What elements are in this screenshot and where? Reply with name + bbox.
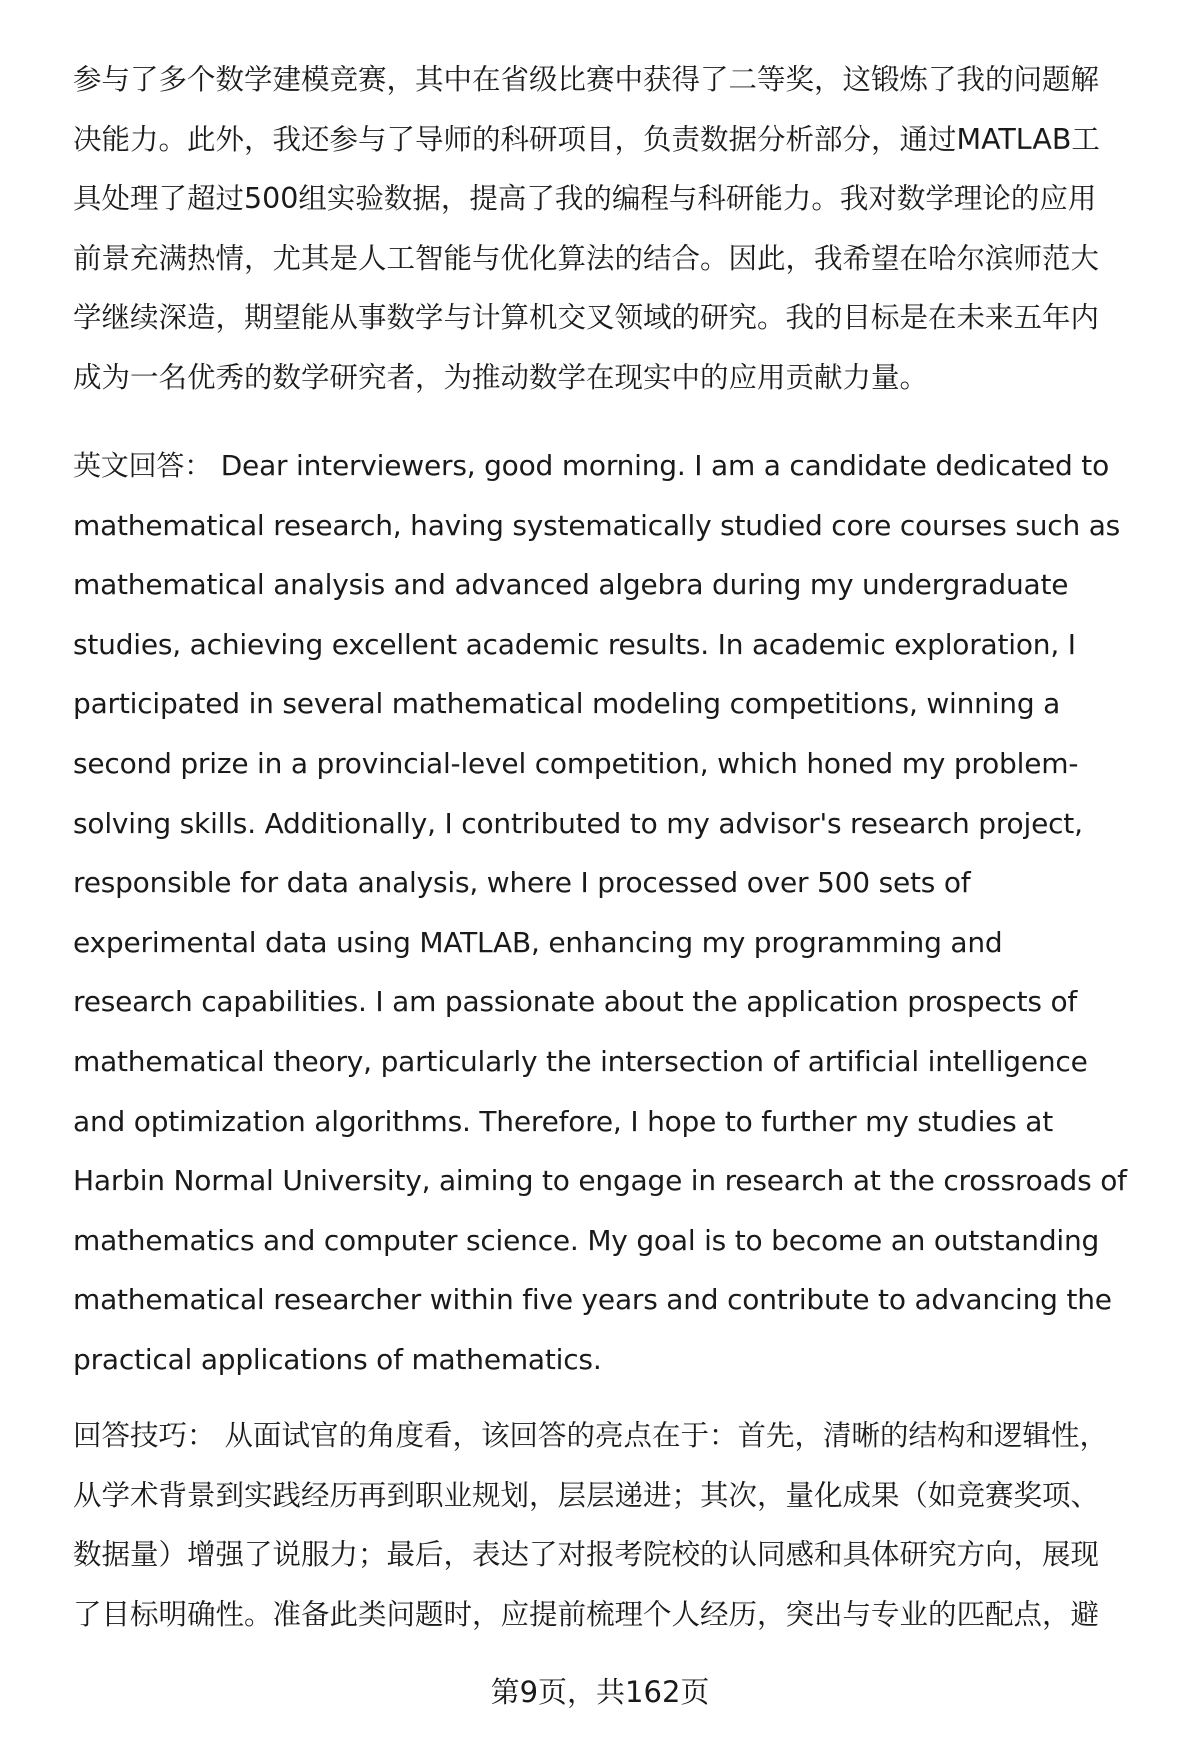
text-line: 决能力。此外，我还参与了导师的科研项目，负责数据分析部分，通过MATLAB工 [73,122,1100,156]
text-line: responsible for data analysis, where I processed over 500 sets of [73,866,971,900]
text-line: 英文回答： Dear interviewers, good morning. I am a candidate dedicated to [73,449,1110,482]
text-line: mathematics and computer science. My goal is to become an outstanding [73,1223,1100,1257]
text-line: mathematical researcher within five years and contribute to advancing the [73,1283,1112,1317]
text-line: 数据量）增强了说服力；最后，表达了对报考院校的认同感和具体研究方向，展现 [73,1538,1100,1572]
text-line: experimental data using MATLAB, enhancing my programming and [73,925,1003,959]
answer-tips-paragraph [73,1406,1163,1644]
text-line: participated in several mathematical modeling competitions, winning a [73,687,1061,721]
text-line: 参与了多个数学建模竞赛，其中在省级比赛中获得了二等奖，这锻炼了我的问题解 [73,63,1100,96]
english-answer-paragraph [73,436,1163,1390]
text-line: 前景充满热情，尤其是人工智能与优化算法的结合。因此，我希望在哈尔滨师范大 [73,241,1100,275]
text-line: 回答技巧： 从面试官的角度看，该回答的亮点在于：首先，清晰的结构和逻辑性， [73,1419,1109,1452]
text-line: studies, achieving excellent academic results. In academic exploration, I [73,627,1076,661]
chinese-answer-paragraph [73,50,1163,408]
text-line: 具处理了超过500组实验数据，提高了我的编程与科研能力。我对数学理论的应用 [73,182,1097,216]
text-line: 了目标明确性。准备此类问题时，应提前梳理个人经历，突出与专业的匹配点，避 [73,1597,1100,1631]
text-line: second prize in a provincial-level competition, which honed my problem- [73,746,1079,780]
text-line: mathematical analysis and advanced algebra during my undergraduate [73,568,1069,602]
text-line: practical applications of mathematics. [73,1342,602,1376]
page-number: 第9页，共162页 [490,1675,710,1709]
text-line: 成为一名优秀的数学研究者，为推动数学在现实中的应用贡献力量。 [73,360,929,394]
text-line: mathematical theory, particularly the intersection of artificial intelligence [73,1044,1088,1078]
text-line: and optimization algorithms. Therefore, I hope to further my studies at [73,1104,1054,1138]
text-line: Harbin Normal University, aiming to engage in research at the crossroads of [73,1164,1127,1198]
text-line: research capabilities. I am passionate about the application prospects of [73,985,1078,1019]
text-line: 学继续深造，期望能从事数学与计算机交叉领域的研究。我的目标是在未来五年内 [73,301,1100,335]
text-line: solving skills. Additionally, I contributed to my advisor's research project, [73,806,1083,840]
text-line: 从学术背景到实践经历再到职业规划，层层递进；其次，量化成果（如竞赛奖项、 [73,1478,1100,1512]
text-line: mathematical research, having systematically studied core courses such as [73,508,1121,542]
